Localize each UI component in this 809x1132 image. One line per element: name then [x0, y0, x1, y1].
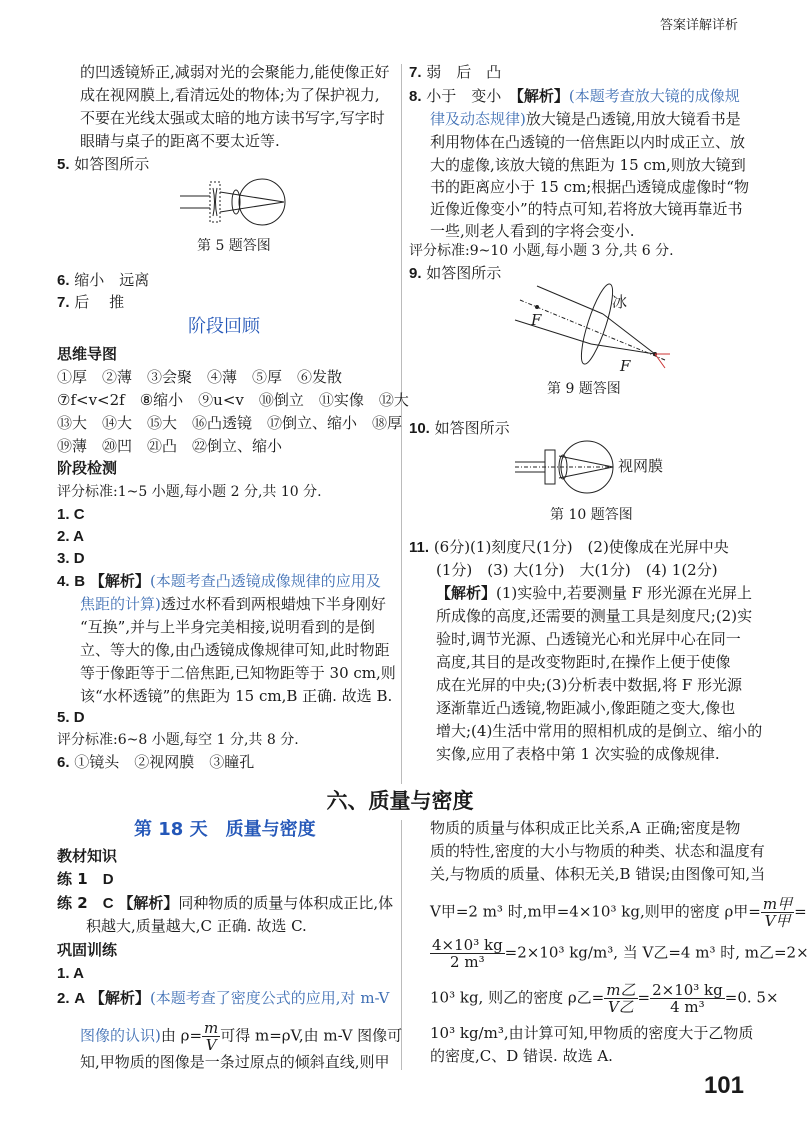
analysis-tag: 【解析】	[89, 989, 150, 1007]
answer-1	[57, 505, 85, 525]
text-line: 该“水杯透镜”的焦距为 15 cm,B 正确. 故选 B.	[80, 687, 393, 705]
text-line: 利用物体在凸透镜的一倍焦距以内时成正立、放	[430, 133, 746, 151]
question-number: 8.	[409, 88, 422, 105]
answer-text: 缩小 远离	[74, 271, 150, 289]
subheading-mindmap: 思维导图	[57, 345, 118, 363]
answer-3	[57, 549, 85, 569]
analysis-tag: 【解析】	[516, 87, 569, 105]
answer-8	[409, 86, 740, 107]
question-number: 10.	[409, 420, 430, 437]
answer-text: 后 推	[74, 293, 125, 311]
text-line: 成在光屏的中央;(3)分析表中数据,将 F 形光源	[436, 676, 743, 694]
analysis-note: 图像的认识)	[80, 1026, 161, 1045]
answer-text: A	[73, 528, 84, 545]
text-line: 关,与物质的质量、体积无关,B 错误;由图像可知,当	[430, 865, 766, 883]
answer-text: ①镜头 ②视网膜 ③瞳孔	[74, 753, 255, 771]
answer-7	[409, 62, 501, 83]
figure-caption: 第 9 题答图	[547, 381, 621, 397]
text-line: 由 ρ=	[160, 1026, 203, 1045]
label-ice: 冰	[612, 293, 628, 311]
density-fraction: $\frac{\text{2×10³ kg}}{\text{4 m³}}$	[652, 981, 723, 1016]
answer-11	[409, 537, 729, 558]
text-line: 10³ kg, 则乙的密度 ρ乙=	[430, 988, 605, 1007]
answer-6	[57, 752, 254, 773]
text-line: 的凹透镜矫正,减弱对光的会聚能力,能使像正好	[80, 63, 390, 81]
figure-5-eye-diagram	[180, 178, 290, 228]
text-line: 高度,其目的是改变物距时,在操作上便于使像	[436, 653, 731, 671]
answer-text: A	[73, 965, 84, 982]
answer-text: D	[73, 550, 85, 567]
answer-5	[57, 154, 149, 175]
analysis-note: (本题考查了密度公式的应用,对 m-V	[149, 989, 390, 1007]
question-number: 4.	[57, 573, 70, 590]
density-fraction: $\frac{\text{4×10³ kg}}{\text{2 m³}}$	[432, 936, 503, 971]
question-number: 1.	[57, 506, 70, 523]
question-number: 5.	[57, 156, 70, 173]
answer-4	[57, 571, 381, 592]
text-line: 不要在光线太强或太暗的地方读书写字,写字时	[80, 109, 385, 127]
answer-1	[57, 964, 84, 984]
answer-text: 如答图所示	[434, 419, 510, 437]
answer-2	[57, 988, 389, 1009]
subheading-consolidate: 巩固训练	[57, 941, 118, 959]
subheading-stage-test: 阶段检测	[57, 459, 118, 477]
text-line: =	[794, 902, 807, 921]
analysis-note: (本题考查凸透镜成像规律的应用及	[149, 572, 381, 590]
scoring-note: 评分标准:6~8 小题,每空 1 分,共 8 分.	[57, 732, 299, 748]
text-line: 物质的质量与体积成正比关系,A 正确;密度是物	[430, 819, 741, 837]
text-line: 成在视网膜上,看清远处的物体;为了保护视力,	[80, 86, 380, 104]
answer-text: C	[102, 895, 114, 912]
mindmap-row: ①厚 ②薄 ③会聚 ④薄 ⑤厚 ⑥发散	[57, 368, 343, 386]
label-focus: F	[531, 311, 542, 329]
text-line: 放大镜是凸透镜,用放大镜看书是	[525, 110, 741, 128]
label-retina: 视网膜	[618, 457, 664, 475]
question-number: 9.	[409, 265, 422, 282]
day-title: 第 18 天 质量与密度	[134, 819, 316, 840]
answer-text: C	[73, 506, 85, 523]
analysis-tag: 【解析】	[89, 572, 150, 590]
text-line: 积越大,质量越大,C 正确. 故选 C.	[86, 917, 307, 935]
figure-10-eye-diagram	[515, 440, 615, 495]
text-line: 同种物质的质量与体积成正比,体	[178, 894, 394, 912]
question-number: 2.	[57, 990, 70, 1007]
question-number: 7.	[409, 64, 422, 81]
figure-caption: 第 5 题答图	[197, 238, 271, 254]
answer-5	[57, 708, 85, 728]
question-number: 11.	[409, 539, 430, 556]
figure-caption: 第 10 题答图	[550, 507, 633, 523]
text-line: 立、等大的像,由凸透镜成像规律可知,此时物距	[80, 641, 390, 659]
scoring-note: 评分标准:1~5 小题,每小题 2 分,共 10 分.	[57, 484, 322, 500]
text-line: 书的距离应小于 15 cm;根据凸透镜成虚像时“物	[430, 178, 749, 196]
text-line: 逐渐靠近凸透镜,物距减小,像距随之变大,像也	[436, 699, 736, 717]
answer-10	[409, 418, 510, 439]
text-line: (1分) (3) 大(1分) 大(1分) (4) 1(2分)	[436, 561, 718, 579]
text-line: 知,甲物质的图像是一条过原点的倾斜直线,则甲	[80, 1053, 390, 1071]
text-line: 可得 m=ρV,由 m-V 图像可	[220, 1026, 403, 1045]
question-number: 3.	[57, 550, 70, 567]
text-line: 质的特性,密度的大小与物质的种类、状态和温度有	[430, 842, 765, 860]
density-fraction: $\frac{\text{m甲}}{\text{V甲}}$	[762, 895, 793, 930]
text-line: V甲=2 m³ 时,m甲=4×10³ kg,则甲的密度 ρ甲=	[430, 902, 761, 921]
text-line: (1)实验中,若要测量 F 形光源在光屏上	[496, 584, 752, 602]
question-number: 6.	[57, 754, 70, 771]
question-number: 6.	[57, 272, 70, 289]
text-line: 10³ kg/m³,由计算可知,甲物质的密度大于乙物质	[430, 1024, 754, 1042]
question-number: 1.	[57, 965, 70, 982]
question-number: 2.	[57, 528, 70, 545]
mindmap-row: ⑲薄 ⑳凹 ㉑凸 ㉒倒立、缩小	[57, 437, 283, 455]
answer-text: A	[74, 990, 86, 1007]
chapter-title: 六、质量与密度	[326, 789, 474, 813]
density-fraction: $\frac{\text{m乙}}{\text{V乙}}$	[606, 981, 636, 1016]
scoring-note: 评分标准:9~10 小题,每小题 3 分,共 6 分.	[409, 243, 674, 259]
answer-text: 弱 后 凸	[426, 63, 502, 81]
text-line: =2×10³ kg/m³, 当 V乙=4 m³ 时, m乙=2×	[504, 943, 809, 962]
answer-text: 如答图所示	[74, 155, 150, 173]
subheading-textbook: 教材知识	[57, 847, 118, 865]
practice-label: 练 2	[57, 894, 88, 912]
answer-2	[57, 527, 84, 547]
text-line: 透过水杯看到两根蜡烛下半身刚好	[160, 595, 386, 613]
practice-label: 练 1	[57, 870, 88, 888]
analysis-tag: 【解析】	[118, 894, 179, 912]
answer-text: D	[73, 709, 85, 726]
section-heading-review: 阶段回顾	[188, 316, 260, 337]
answer-text: B	[74, 573, 86, 590]
text-line: 一些,则老人看到的字将会变小.	[430, 222, 635, 240]
text-line: 等于像距等于二倍焦距,已知物距等于 30 cm,则	[80, 664, 396, 682]
analysis-note: 焦距的计算)	[80, 595, 161, 613]
question-number: 5.	[57, 709, 70, 726]
text-line: 验时,调节光源、凸透镜光心和光屏中心在同一	[436, 630, 741, 648]
analysis-note: (本题考查放大镜的成像规	[568, 87, 740, 105]
text-line: “互换”,并与上半身完美相接,说明看到的是倒	[80, 618, 375, 636]
page-number: 101	[703, 1072, 744, 1099]
analysis-note: 律及动态规律)	[430, 110, 526, 128]
running-header: 答案详解详析	[660, 18, 739, 33]
text-line: 增大;(4)生活中常用的照相机成的是倒立、缩小的	[436, 722, 763, 740]
question-number: 7.	[57, 294, 70, 311]
text-line: =0. 5×	[724, 988, 779, 1007]
text-line: =	[637, 988, 651, 1007]
answer-text: (6分)(1)刻度尺(1分) (2)使像成在光屏中央	[433, 538, 729, 556]
density-formula-fraction: $\frac{m}{V}$	[204, 1019, 219, 1054]
answer-text: D	[102, 871, 114, 888]
text-line: 大的虚像,该放大镜的焦距为 15 cm,则放大镜到	[430, 156, 746, 174]
answer-text: 如答图所示	[426, 264, 502, 282]
answer-text: 小于 变小	[426, 87, 502, 105]
text-line: 的密度,C、D 错误. 故选 A.	[430, 1047, 613, 1065]
text-line: 实像,应用了表格中第 1 次实验的成像规律.	[436, 745, 720, 763]
mindmap-row: ⑦f<v<2f ⑧缩小 ⑨u<v ⑩倒立 ⑪实像 ⑫大	[57, 391, 409, 409]
answer-9	[409, 263, 501, 284]
text-line: 眼睛与桌子的距离不要太近等.	[80, 132, 280, 150]
mindmap-row: ⑬大 ⑭大 ⑮大 ⑯凸透镜 ⑰倒立、缩小 ⑱厚	[57, 414, 403, 432]
text-line: 所成像的高度,还需要的测量工具是刻度尺;(2)实	[436, 607, 753, 625]
text-line: 近像近像变小”的特点可知,若将放大镜再靠近书	[430, 200, 743, 218]
label-focus: F	[620, 357, 631, 375]
analysis-tag: 【解析】	[436, 584, 497, 602]
